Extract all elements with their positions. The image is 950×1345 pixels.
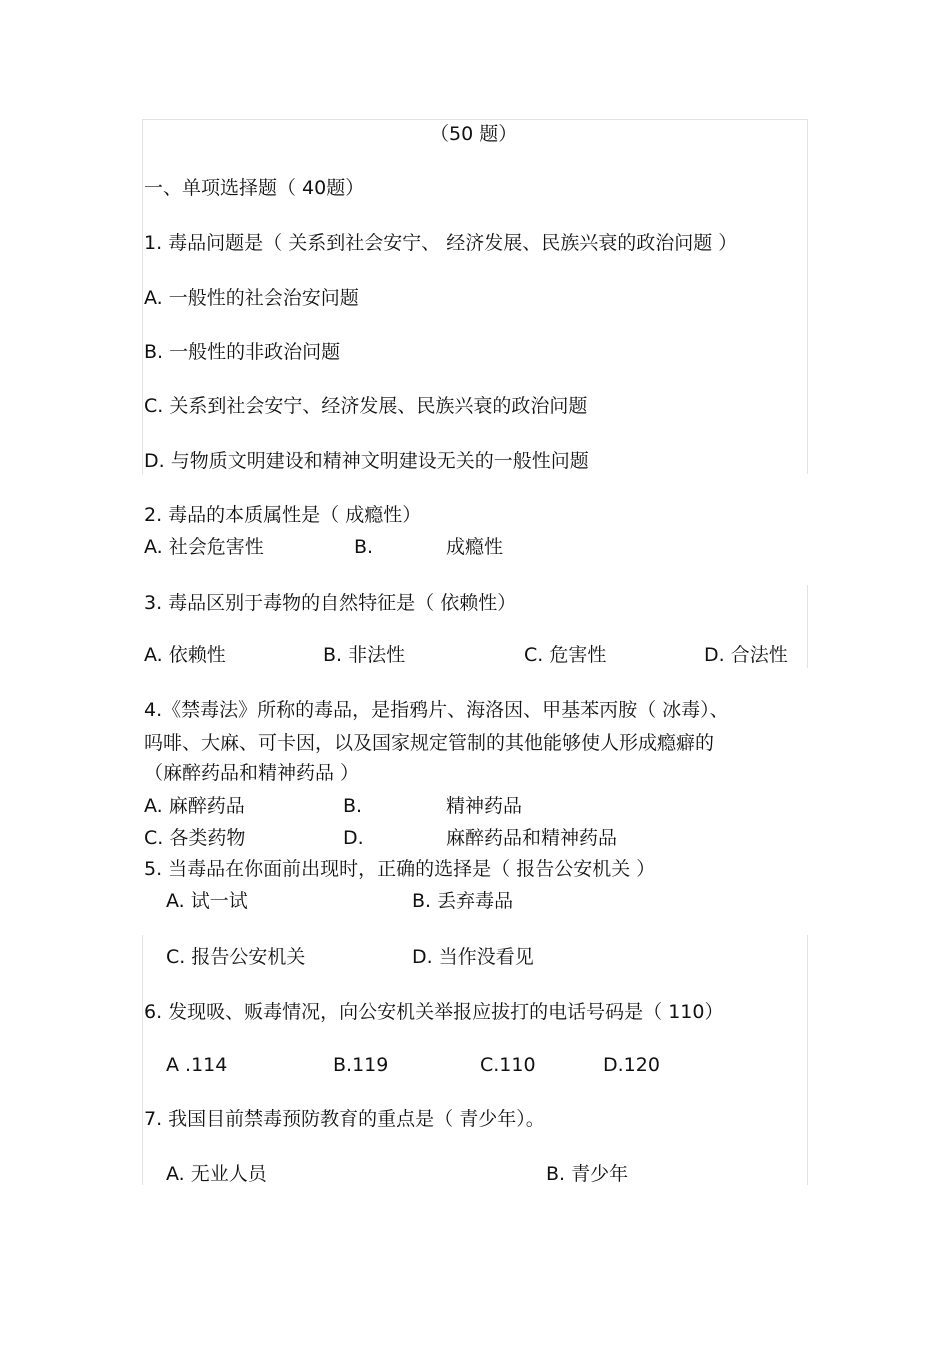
question-5-option-c: C. 报告公安机关	[166, 946, 306, 968]
question-1-option-c: C. 关系到社会安宁、经济发展、民族兴衰的政治问题	[144, 395, 588, 417]
question-4-option-b-letter: B.	[343, 795, 363, 817]
question-5-option-a: A. 试一试	[166, 890, 248, 912]
question-3-option-c: C. 危害性	[524, 644, 607, 666]
question-7-option-a: A. 无业人员	[166, 1163, 267, 1185]
question-1-option-d: D. 与物质文明建设和精神文明建设无关的一般性问题	[144, 450, 589, 472]
table-right-border	[807, 119, 808, 474]
question-2-stem: 2. 毒品的本质属性是（ 成瘾性）	[144, 504, 422, 526]
question-4-option-b-text: 精神药品	[446, 795, 523, 817]
question-6-option-b: B.119	[333, 1054, 389, 1076]
question-5-option-b: B. 丢弃毒品	[412, 890, 514, 912]
question-1-option-a: A. 一般性的社会治安问题	[144, 287, 359, 309]
section-heading: 一、单项选择题（ 40题）	[144, 177, 365, 199]
page-title: （50 题）	[430, 123, 518, 145]
question-4-stem-line-1: 4.《禁毒法》所称的毒品，是指鸦片、海洛因、甲基苯丙胺（ 冰毒）、	[144, 699, 729, 721]
question-7-option-b: B. 青少年	[546, 1163, 629, 1185]
question-7-stem: 7. 我国目前禁毒预防教育的重点是（ 青少年）。	[144, 1108, 545, 1130]
table-right-border-2	[807, 585, 808, 668]
question-5-option-d: D. 当作没看见	[412, 946, 534, 968]
question-3-stem: 3. 毒品区别于毒物的自然特征是（ 依赖性）	[144, 592, 517, 614]
question-4-option-c: C. 各类药物	[144, 827, 246, 849]
question-1-stem: 1. 毒品问题是（ 关系到社会安宁、 经济发展、民族兴衰的政治问题 ）	[144, 232, 738, 254]
question-6-stem: 6. 发现吸、贩毒情况，向公安机关举报应拔打的电话号码是（ 110）	[144, 1001, 724, 1023]
question-1-option-b: B. 一般性的非政治问题	[144, 341, 341, 363]
question-3-option-a: A. 依赖性	[144, 644, 226, 666]
question-4-option-a: A. 麻醉药品	[144, 795, 245, 817]
question-4-option-d-text: 麻醉药品和精神药品	[446, 827, 618, 849]
question-2-option-a: A. 社会危害性	[144, 536, 264, 558]
table-right-border-3	[807, 935, 808, 1185]
question-3-option-d: D. 合法性	[704, 644, 788, 666]
question-3-option-b: B. 非法性	[323, 644, 406, 666]
question-6-option-d: D.120	[603, 1054, 660, 1076]
question-2-option-b-text: 成瘾性	[446, 536, 504, 558]
question-4-option-d-letter: D.	[343, 827, 364, 849]
question-4-stem-line-3: （麻醉药品和精神药品 ）	[144, 762, 360, 784]
table-top-border	[142, 119, 808, 120]
question-6-option-a: A .114	[166, 1054, 228, 1076]
table-left-border-3	[142, 935, 143, 1185]
question-5-stem: 5. 当毒品在你面前出现时，正确的选择是（ 报告公安机关 ）	[144, 858, 656, 880]
question-4-stem-line-2: 吗啡、大麻、可卡因，以及国家规定管制的其他能够使人形成瘾癖的	[144, 732, 715, 754]
question-6-option-c: C.110	[480, 1054, 536, 1076]
question-2-option-b-letter: B.	[354, 536, 374, 558]
table-left-border	[142, 119, 143, 474]
